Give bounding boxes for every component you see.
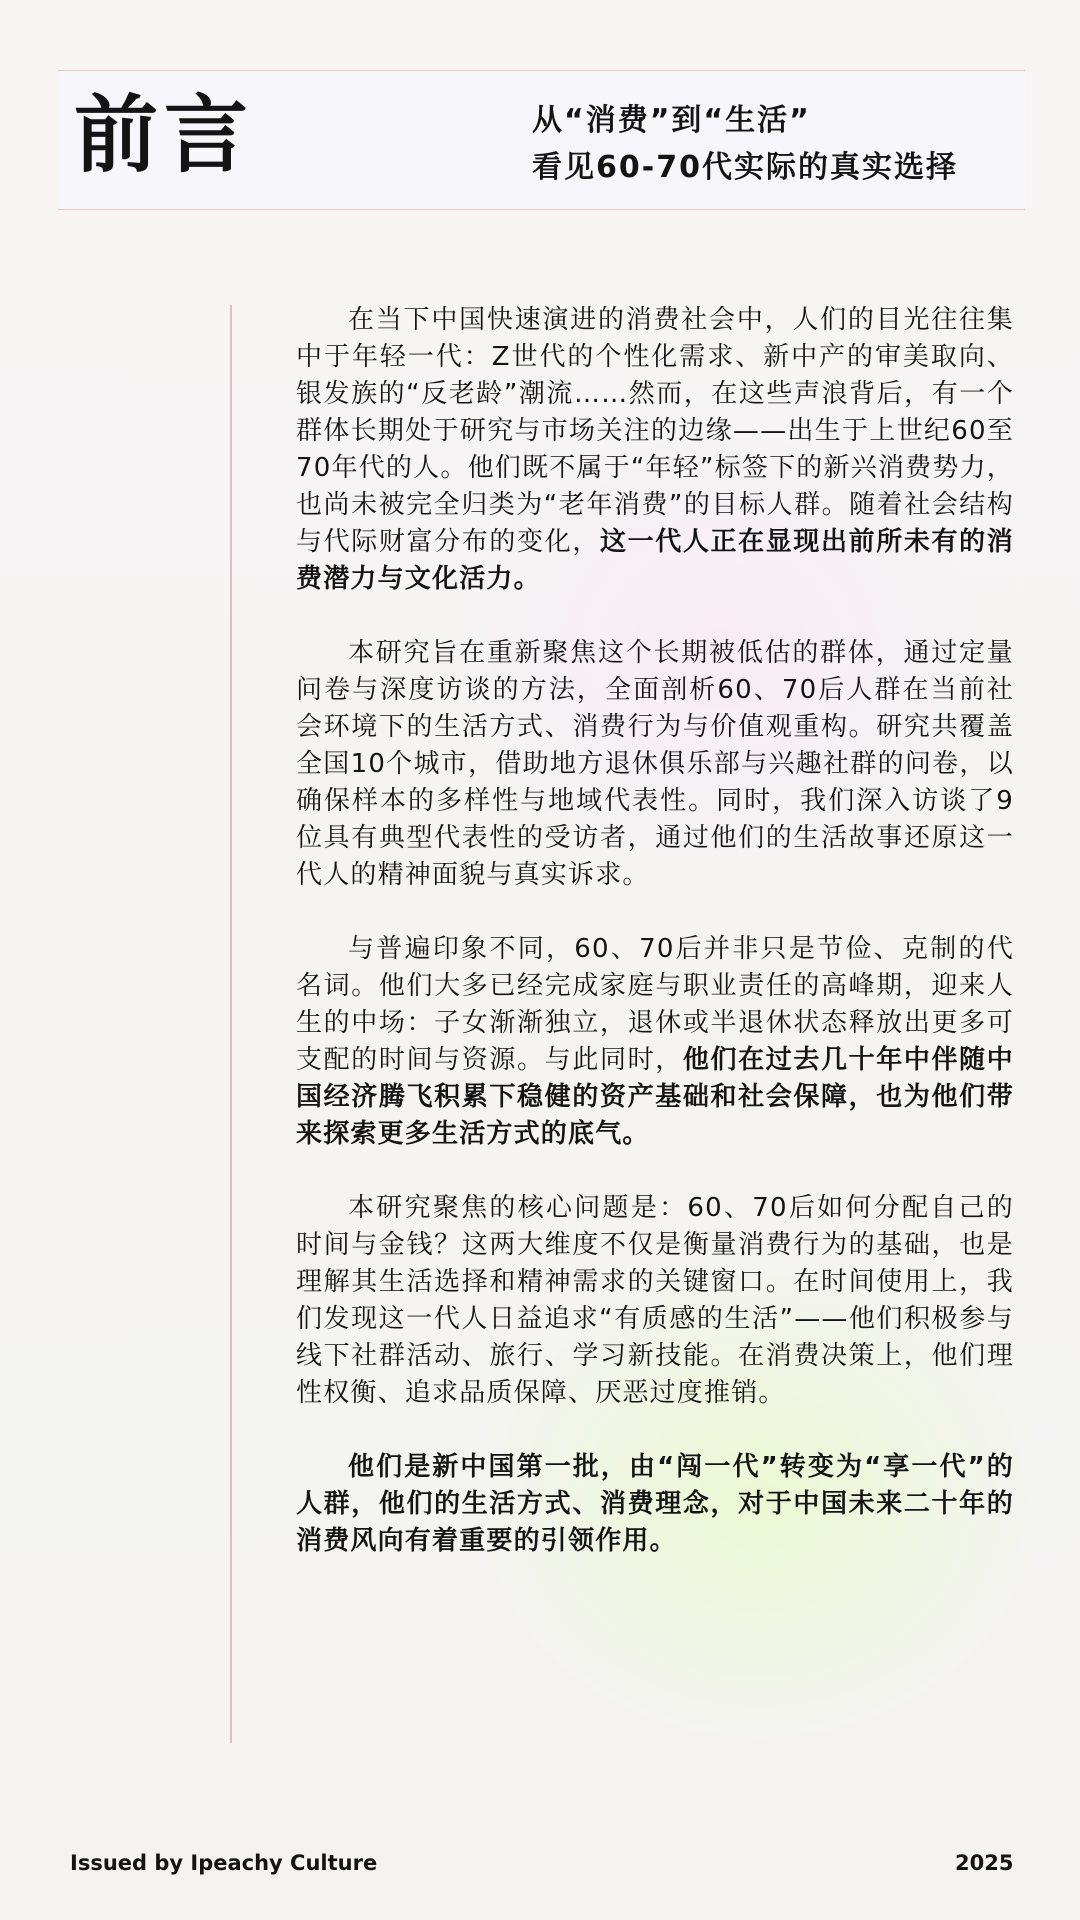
footer-issuer: Issued by Ipeachy Culture — [70, 1851, 378, 1875]
vertical-divider — [230, 305, 232, 1743]
paragraph-3-emphasis: 他们在过去几十年中伴随中国经济腾飞积累下稳健的资产基础和社会保障，也为他们带来探索更多生活方式的底气。 — [296, 1045, 1014, 1149]
paragraph-5-emphasis: 他们是新中国第一批，由“闯一代”转变为“享一代”的人群，他们的生活方式、消费理念，对于中国未来二十年的消费风向有着重要的引领作用。 — [296, 1452, 1014, 1556]
paragraph-3 — [296, 931, 1014, 1153]
page-subtitle — [532, 97, 958, 191]
paragraph-4-text: 本研究聚焦的核心问题是：60、70后如何分配自己的时间与金钱？这两大维度不仅是衡量消费行为的基础，也是理解其生活选择和精神需求的关键窗口。在时间使用上，我们发现这一代人日益追求“有质感的生活”——他们积极参与线下社群活动、旅行、学习新技能。在消费决策上，他们理性权衡、追求品质保障、厌恶过度推销。 — [296, 1193, 1014, 1408]
paragraph-2-text: 本研究旨在重新聚焦这个长期被低估的群体，通过定量问卷与深度访谈的方法，全面剖析60、70后人群在当前社会环境下的生活方式、消费行为与价值观重构。研究共覆盖全国10个城市，借助地方退休俱乐部与兴趣社群的问卷，以确保样本的多样性与地域代表性。同时，我们深入访谈了9位具有典型代表性的受访者，通过他们的生活故事还原这一代人的精神面貌与真实诉求。 — [296, 638, 1014, 890]
header-band — [58, 70, 1025, 210]
preface-body — [296, 302, 1014, 1597]
paragraph-2 — [296, 635, 1014, 894]
footer-year: 2025 — [955, 1851, 1014, 1875]
paragraph-1-text: 在当下中国快速演进的消费社会中，人们的目光往往集中于年轻一代：Z世代的个性化需求、新中产的审美取向、银发族的“反老龄”潮流……然而，在这些声浪背后，有一个群体长期处于研究与市场关注的边缘——出生于上世纪60至70年代的人。他们既不属于“年轻”标签下的新兴消费势力，也尚未被完全归类为“老年消费”的目标人群。随着社会结构与代际财富分布的变化， — [296, 305, 1014, 557]
page-title: 前言 — [74, 86, 255, 184]
subtitle-line-1: 从“消费”到“生活” — [532, 103, 811, 138]
paragraph-1-emphasis: 这一代人正在显现出前所未有的消费潜力与文化活力。 — [296, 527, 1014, 594]
paragraph-3-text: 与普遍印象不同，60、70后并非只是节俭、克制的代名词。他们大多已经完成家庭与职业责任的高峰期，迎来人生的中场：子女渐渐独立，退休或半退休状态释放出更多可支配的时间与资源。与此同时， — [296, 934, 1014, 1075]
paragraph-1 — [296, 302, 1014, 598]
paragraph-5 — [296, 1449, 1014, 1560]
paragraph-4 — [296, 1190, 1014, 1412]
subtitle-line-2: 看见60-70代实际的真实选择 — [532, 150, 958, 185]
